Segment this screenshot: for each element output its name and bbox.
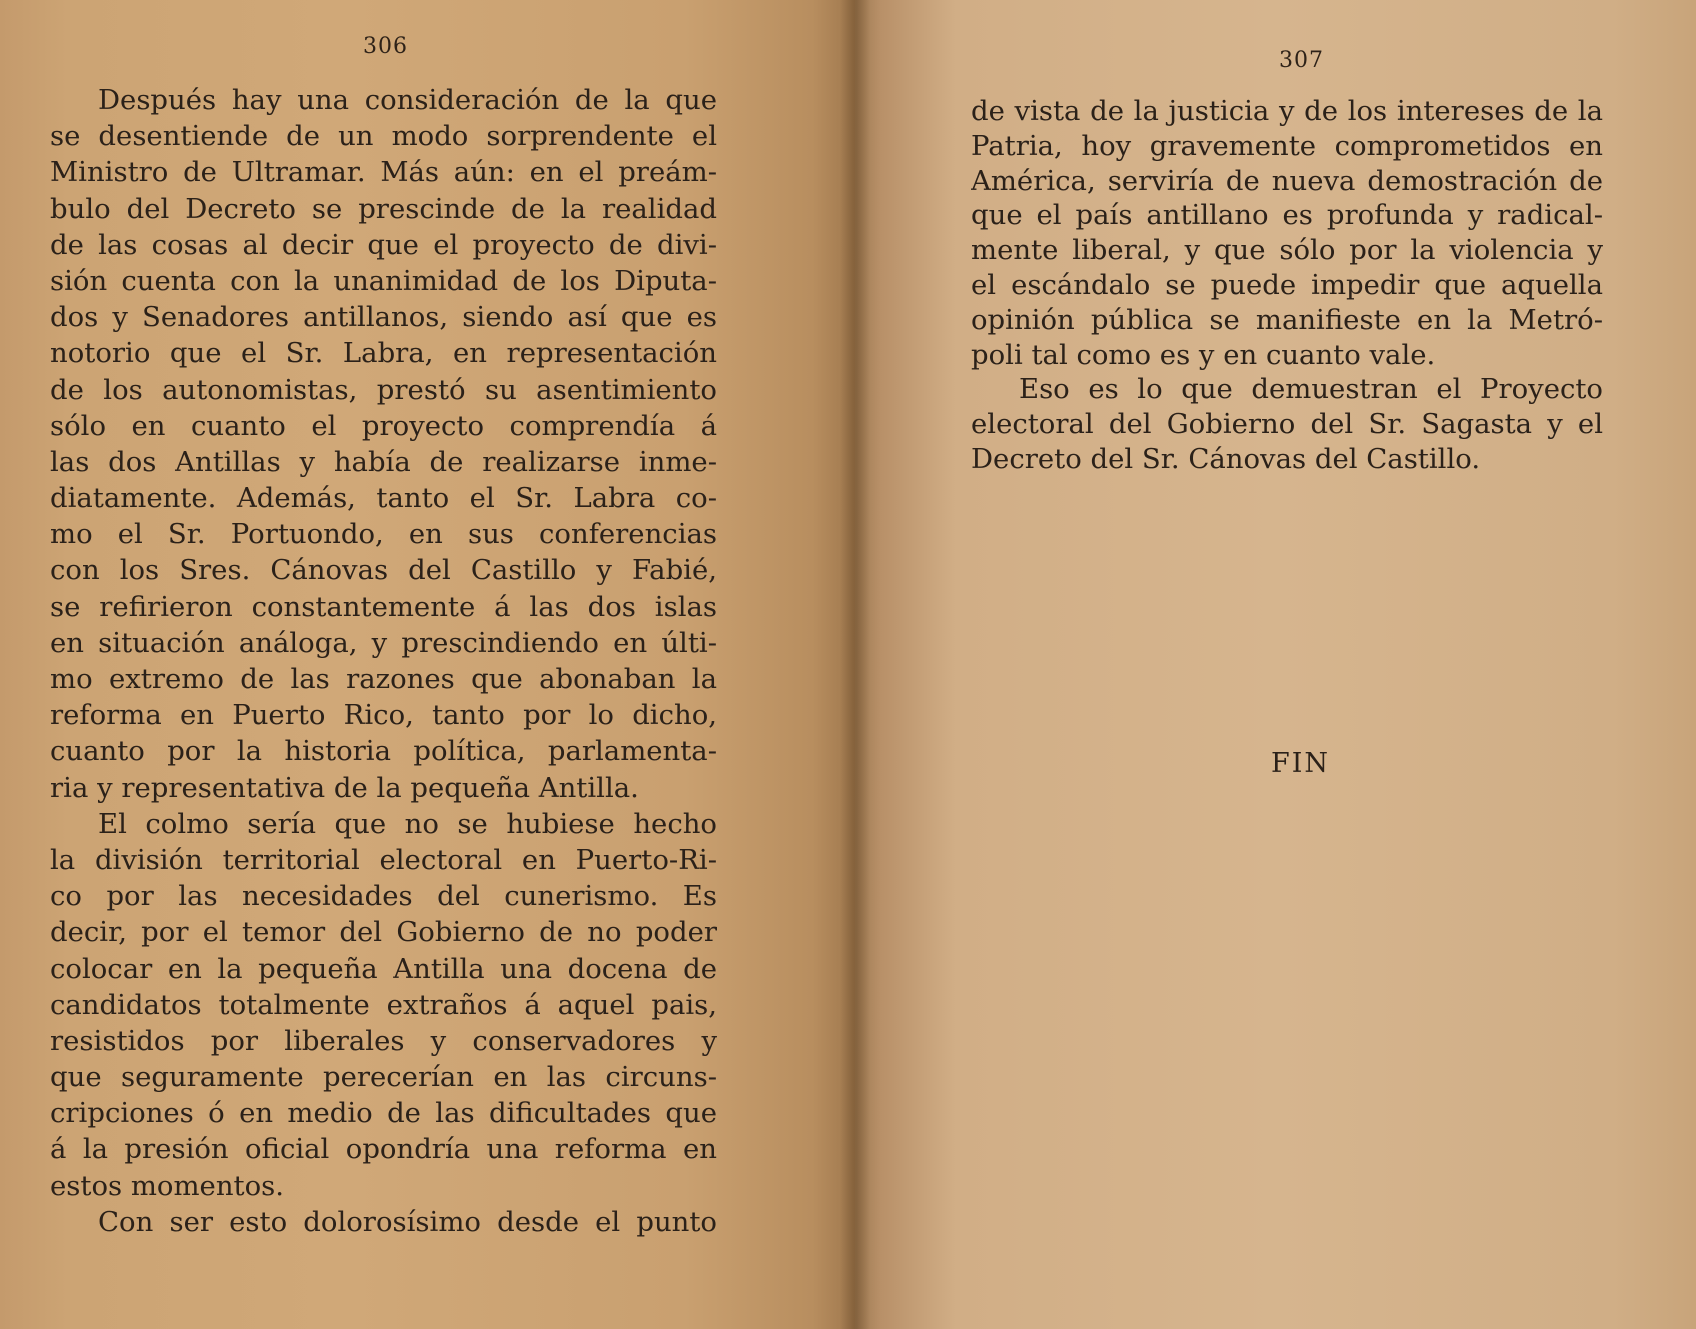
text-line: sión cuenta con la unanimidad de los Diputa-	[50, 264, 717, 297]
text-line: Después hay una consideración de la que	[98, 84, 717, 116]
end-marker: FIN	[1271, 748, 1331, 779]
text-line: opinión pública se manifieste en la Metró-	[971, 303, 1603, 336]
text-line: el escándalo se puede impedir que aquella	[971, 268, 1603, 301]
text-line: Eso es lo que demuestran el Proyecto	[1019, 373, 1603, 406]
text-line: Patria, hoy gravemente comprometidos en	[971, 129, 1603, 162]
text-line: las dos Antillas y había de realizarse inme-	[50, 445, 717, 478]
page-number: 307	[1279, 48, 1324, 73]
text-line: estos momentos.	[50, 1169, 285, 1202]
text-line: candidatos totalmente extraños á aquel pais,	[50, 988, 717, 1021]
text-line: poli tal como es y en cuanto vale.	[971, 338, 1436, 371]
text-line: decir, por el temor del Gobierno de no poder	[50, 916, 717, 949]
text-line: América, serviría de nueva demostración de	[971, 164, 1603, 197]
text-line: colocar en la pequeña Antilla una docena de	[50, 952, 717, 985]
text-line: de las cosas al decir que el proyecto de divi-	[50, 228, 717, 261]
text-line: electoral del Gobierno del Sr. Sagasta y el	[971, 408, 1603, 441]
text-line: Decreto del Sr. Cánovas del Castillo.	[971, 442, 1481, 475]
text-line: Con ser esto dolorosísimo desde el punto	[98, 1205, 717, 1238]
book-gutter	[840, 0, 870, 1329]
text-line: la división territorial electoral en Puerto-Ri-	[50, 843, 717, 876]
body-text	[971, 94, 1603, 477]
text-line: sólo en cuanto el proyecto comprendía á	[50, 409, 717, 442]
text-line: cuanto por la historia política, parlamenta-	[50, 735, 717, 768]
text-line: ria y representativa de la pequeña Antilla.	[50, 771, 639, 804]
text-line: dos y Senadores antillanos, siendo así que es	[50, 301, 717, 334]
text-line: resistidos por liberales y conservadores y	[50, 1024, 717, 1057]
text-line: en situación análoga, y prescindiendo en últi-	[50, 626, 717, 659]
text-line: de vista de la justicia y de los intereses de la	[971, 95, 1603, 127]
text-line: se refirieron constantemente á las dos islas	[50, 590, 717, 623]
text-line: Ministro de Ultramar. Más aún: en el preám-	[50, 156, 717, 189]
page-number: 306	[363, 34, 408, 59]
text-line: El colmo sería que no se hubiese hecho	[98, 807, 717, 840]
text-line: que seguramente perecerían en las circuns-	[50, 1061, 717, 1094]
text-line: mo extremo de las razones que abonaban la	[50, 663, 717, 695]
text-line: cripciones ó en medio de las dificultades que	[50, 1097, 717, 1130]
text-line: reforma en Puerto Rico, tanto por lo dicho,	[50, 699, 717, 732]
right-page	[855, 0, 1696, 1329]
text-line: diatamente. Además, tanto el Sr. Labra co-	[50, 482, 717, 515]
text-line: mente liberal, y que sólo por la violencia y	[971, 234, 1603, 267]
text-line: co por las necesidades del cunerismo. Es	[50, 880, 717, 913]
text-line: á la presión oficial opondría una reforma en	[50, 1133, 717, 1166]
text-line: con los Sres. Cánovas del Castillo y Fabié,	[50, 554, 717, 587]
text-line: mo el Sr. Portuondo, en sus conferencias	[50, 518, 717, 551]
text-line: notorio que el Sr. Labra, en representación	[50, 337, 717, 370]
text-line: de los autonomistas, prestó su asentimiento	[50, 373, 717, 406]
text-line: bulo del Decreto se prescinde de la realidad	[50, 192, 717, 225]
text-line: se desentiende de un modo sorprendente el	[50, 120, 717, 153]
text-line: que el país antillano es profunda y radical-	[971, 199, 1603, 232]
body-text	[50, 82, 717, 1240]
